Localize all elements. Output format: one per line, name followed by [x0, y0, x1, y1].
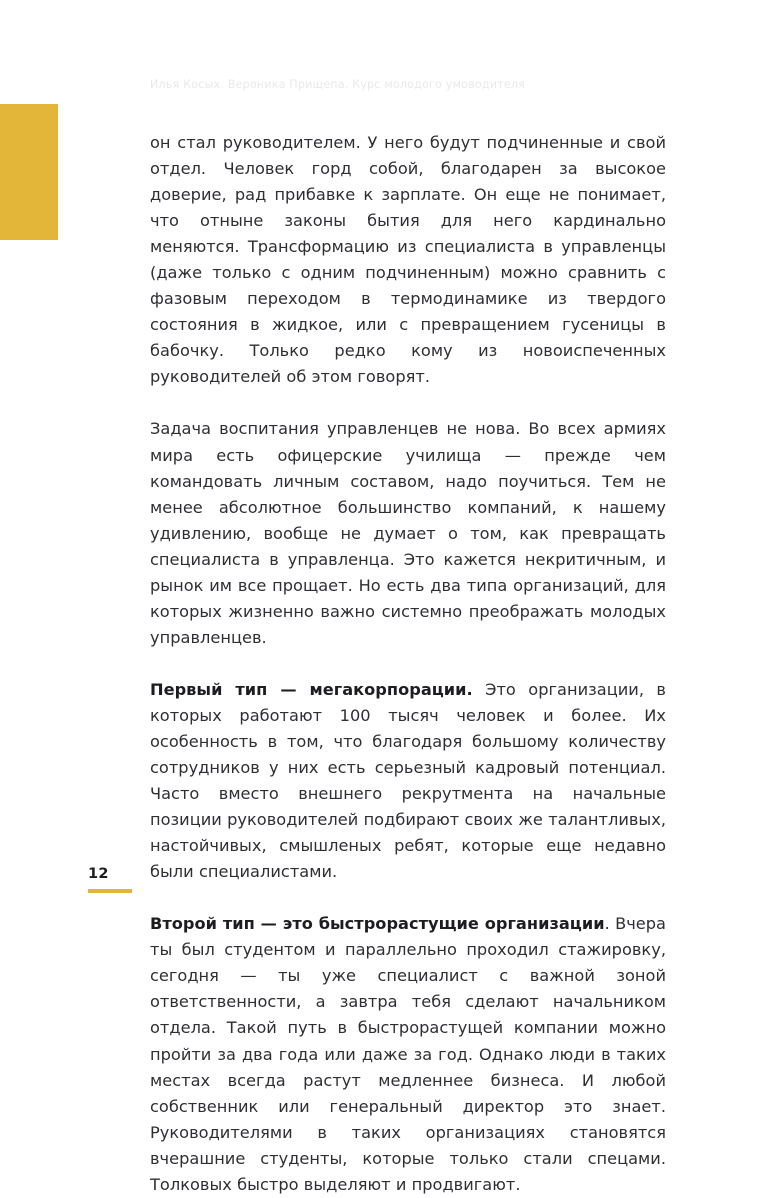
- paragraph-lead-in: Первый тип — мегакорпорации.: [150, 679, 473, 699]
- running-head: Илья Косых. Вероника Прищепа. Курс молодого умоводителя: [150, 78, 526, 91]
- paragraph-text: . Вчера ты был студентом и параллельно проходил стажировку, сегодня — ты уже специалист с важной зоной ответственности, а завтра тебя сделают начальником отдела. Такой путь в быстрорастущей компании можно пройти за два года или даже за год. Однако люди в таких местах всегда растут медленнее бизнеса. И любой собственник или генеральный директор это знает. Руководителями в таких организациях становятся вчерашние студенты, которые только стали спецами. Толковых быстро выделяют и продвигают.: [150, 914, 666, 1194]
- body-paragraph: [150, 677, 666, 885]
- paragraph-lead-in: Второй тип — это быстрорастущие организации: [150, 914, 605, 934]
- body-paragraph: [150, 911, 666, 1198]
- page-number: 12: [88, 866, 109, 882]
- decorative-accent-block: [0, 104, 58, 240]
- paragraph-text: Задача воспитания управленцев не нова. Во всех армиях мира есть офицерские училища — прежде чем командовать личным составом, надо поучиться. Тем не менее абсолютное большинство компаний, к нашему удивлению, вообще не думает о том, как превращать специалиста в управленца. Это кажется некритичным, и рынок им все прощает. Но есть два типа организаций, для которых жизненно важно системно преображать молодых управленцев.: [150, 419, 666, 647]
- folio: [88, 866, 144, 893]
- paragraph-text: он стал руководителем. У него будут подчиненные и свой отдел. Человек горд собой, благодарен за высокое доверие, рад прибавке к зарплате. Он еще не понимает, что отныне законы бытия для него кардинально меняются. Трансформацию из специалиста в управленцы (даже только с одним подчиненным) можно сравнить с фазовым переходом в термодинамике из твердого состояния в жидкое, или с превращением гусеницы в бабочку. Только редко кому из новоиспеченных руководителей об этом говорят.: [150, 133, 666, 387]
- folio-rule: [88, 889, 132, 893]
- body-paragraph: [150, 130, 666, 390]
- body-text-column: [150, 130, 666, 1198]
- body-paragraph: [150, 416, 666, 650]
- paragraph-text: Это организации, в которых работают 100 тысяч человек и более. Их особенность в том, что благодаря большому количеству сотрудников у них есть серьезный кадровый потенциал. Часто вместо внешнего рекрутмента на начальные позиции руководителей подбирают своих же талантливых, настойчивых, смышленых ребят, которые еще недавно были специалистами.: [150, 679, 666, 882]
